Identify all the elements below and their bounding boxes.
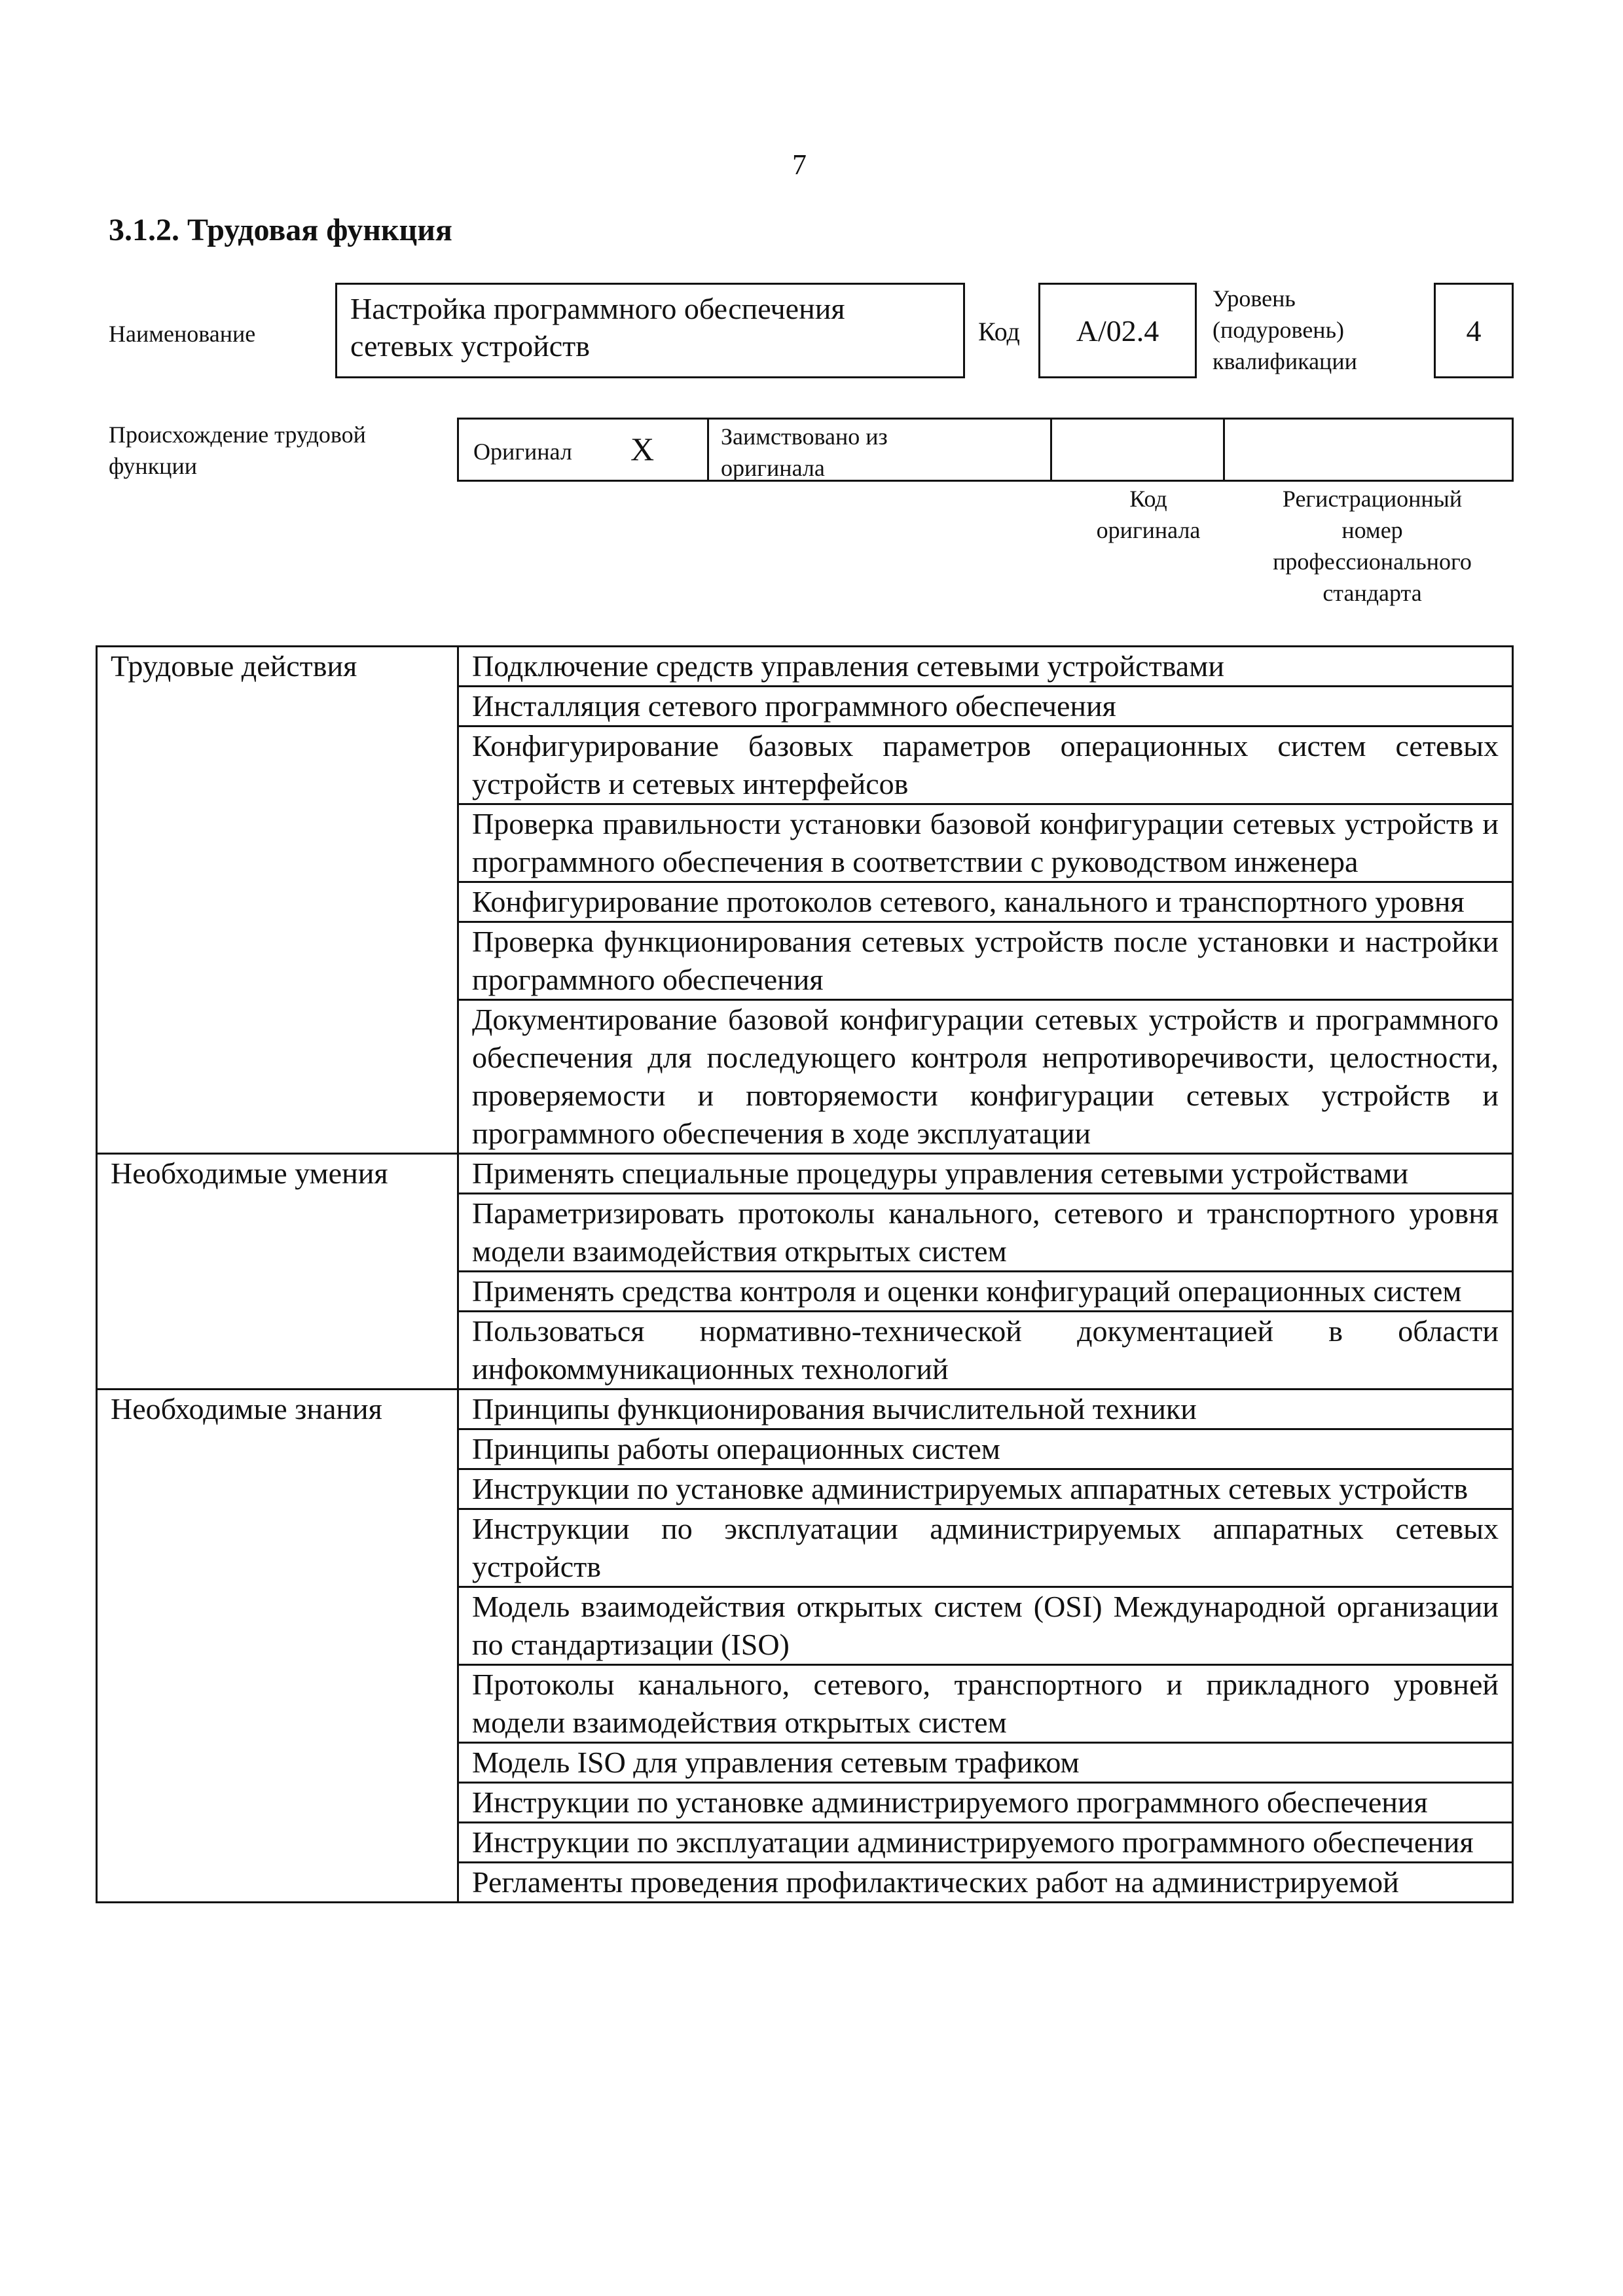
knowledge-item: Инструкции по эксплуатации администрируемых аппаратных сетевых устройств <box>458 1509 1513 1587</box>
origin-label-line1: Происхождение трудовой <box>109 422 366 448</box>
knowledge-item: Принципы функционирования вычислительной техники <box>458 1390 1513 1429</box>
page-number: 7 <box>792 149 807 181</box>
caption-code-line1: Код <box>1129 486 1167 512</box>
level-value: 4 <box>1434 283 1514 378</box>
origin-borrowed-label <box>721 421 888 484</box>
category-actions: Трудовые действия <box>97 647 458 1154</box>
action-item: Проверка функционирования сетевых устройств после установки и настройки программного обеспечения <box>458 922 1513 1000</box>
origin-table <box>457 418 1514 482</box>
knowledge-item: Принципы работы операционных систем <box>458 1429 1513 1469</box>
caption-reg-line3: профессионального <box>1273 548 1472 575</box>
skill-item: Применять специальные процедуры управления сетевыми устройствами <box>458 1154 1513 1194</box>
origin-original-label: Оригинал <box>473 439 572 465</box>
code-value: A/02.4 <box>1038 283 1197 378</box>
skill-item: Пользоваться нормативно-технической документацией в области инфокоммуникационных технологий <box>458 1312 1513 1390</box>
table-row <box>97 647 1513 687</box>
category-knowledge: Необходимые знания <box>97 1390 458 1903</box>
origin-label-line2: функции <box>109 453 197 479</box>
code-label: Код <box>978 317 1020 346</box>
knowledge-item: Модель взаимодействия открытых систем (OSI) Международной организации по стандартизации (ISO) <box>458 1587 1513 1665</box>
origin-original-cell <box>459 420 709 480</box>
action-item: Конфигурирование протоколов сетевого, канального и транспортного уровня <box>458 882 1513 922</box>
section-title: 3.1.2. Трудовая функция <box>109 213 452 247</box>
origin-borrowed-line1: Заимствовано из <box>721 423 888 450</box>
table-row <box>97 1154 1513 1194</box>
function-table <box>96 645 1514 1903</box>
origin-label <box>109 419 366 482</box>
table-row <box>97 1390 1513 1429</box>
caption-registration-number <box>1231 483 1514 609</box>
origin-borrowed-line2: оригинала <box>721 455 825 481</box>
caption-code-line2: оригинала <box>1096 517 1201 543</box>
level-label-line2: (подуровень) <box>1213 317 1344 343</box>
action-item: Проверка правильности установки базовой конфигурации сетевых устройств и программного обеспечения в соответствии с руководством инженера <box>458 804 1513 882</box>
knowledge-item: Регламенты проведения профилактических работ на администрируемой <box>458 1863 1513 1903</box>
origin-code-cell <box>1052 420 1225 480</box>
name-value-line1: Настройка программного обеспечения <box>350 292 845 325</box>
action-item: Конфигурирование базовых параметров операционных систем сетевых устройств и сетевых интерфейсов <box>458 726 1513 804</box>
action-item: Инсталляция сетевого программного обеспечения <box>458 687 1513 726</box>
name-label: Наименование <box>109 321 256 347</box>
origin-borrowed-cell <box>709 420 1052 480</box>
knowledge-item: Протоколы канального, сетевого, транспортного и прикладного уровней модели взаимодействия открытых систем <box>458 1665 1513 1743</box>
name-value <box>335 283 965 378</box>
knowledge-item: Инструкции по установке администрируемых аппаратных сетевых устройств <box>458 1469 1513 1509</box>
knowledge-item: Модель ISO для управления сетевым трафиком <box>458 1743 1513 1783</box>
level-label-line1: Уровень <box>1213 285 1296 312</box>
caption-reg-line4: стандарта <box>1322 580 1422 606</box>
caption-reg-line1: Регистрационный <box>1282 486 1463 512</box>
skill-item: Параметризировать протоколы канального, сетевого и транспортного уровня модели взаимодействия открытых систем <box>458 1194 1513 1272</box>
action-item: Подключение средств управления сетевыми устройствами <box>458 647 1513 687</box>
origin-original-mark: X <box>630 431 655 467</box>
level-label <box>1213 283 1357 377</box>
name-value-line2: сетевых устройств <box>350 329 590 363</box>
origin-reg-cell <box>1225 420 1512 480</box>
knowledge-item: Инструкции по эксплуатации администрируемого программного обеспечения <box>458 1823 1513 1863</box>
caption-original-code <box>1062 483 1235 546</box>
skill-item: Применять средства контроля и оценки конфигураций операционных систем <box>458 1272 1513 1312</box>
level-label-line3: квалификации <box>1213 348 1357 374</box>
knowledge-item: Инструкции по установке администрируемого программного обеспечения <box>458 1783 1513 1823</box>
caption-reg-line2: номер <box>1341 517 1403 543</box>
action-item: Документирование базовой конфигурации сетевых устройств и программного обеспечения для последующего контроля непротиворечивости, целостности, проверяемости и повторяемости конфигурации сетевых устройств и программного обеспечения в ходе эксплуатации <box>458 1000 1513 1154</box>
category-skills: Необходимые умения <box>97 1154 458 1390</box>
